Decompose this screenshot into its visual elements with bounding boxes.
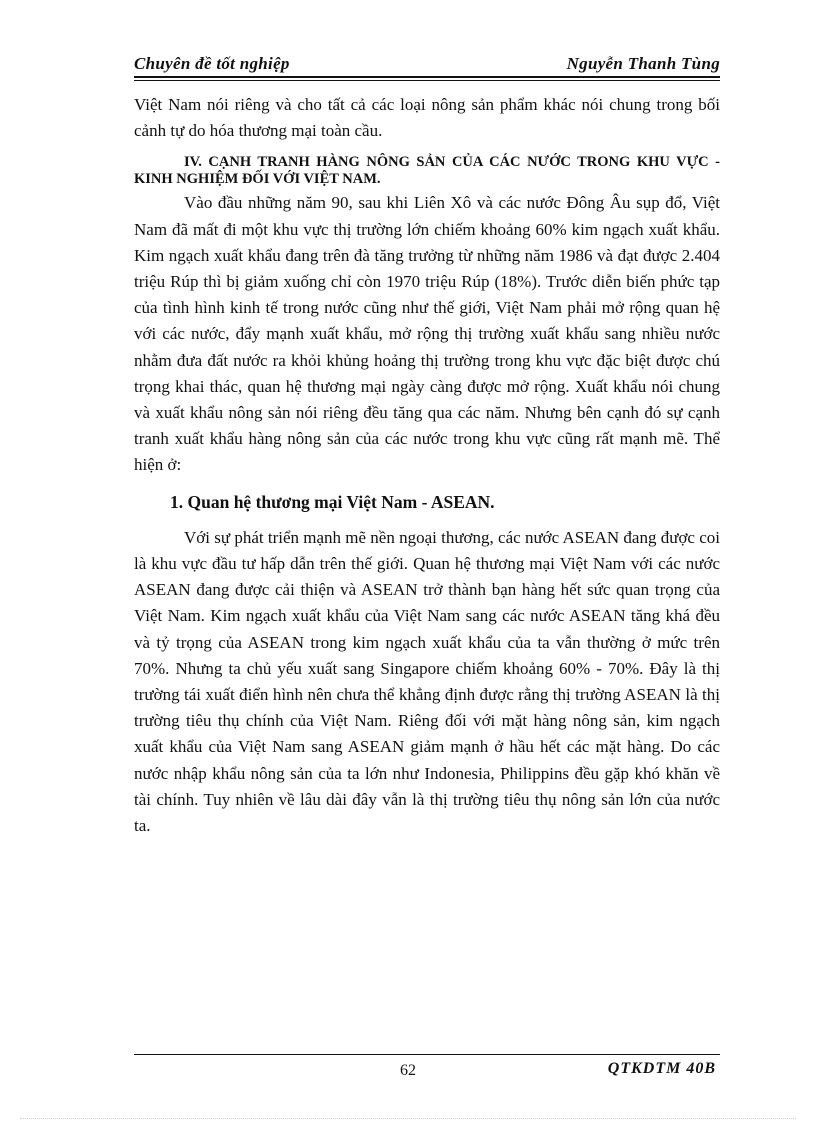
page-body	[134, 92, 720, 839]
header-left-title: Chuyên đề tốt nghiệp	[134, 54, 290, 73]
footer-class-code: QTKDTM 40B	[607, 1060, 716, 1077]
intro-paragraph: Việt Nam nói riêng và cho tất cả các loại nông sản phẩm khác nói chung trong bối cảnh tự do hóa thương mại toàn cầu.	[134, 95, 720, 141]
subsection-heading: 1. Quan hệ thương mại Việt Nam - ASEAN.	[170, 491, 495, 512]
header-rule-thin	[134, 80, 720, 81]
page-number: 62	[400, 1062, 416, 1079]
section-heading: IV. CẠNH TRANH HÀNG NÔNG SẢN CỦA CÁC NƯỚC TRONG KHU VỰC - KINH NGHIỆM ĐỐI VỚI VIỆT NAM.	[134, 154, 720, 188]
page-edge-divider	[20, 1118, 796, 1119]
header-author-name: Nguyễn Thanh Tùng	[566, 54, 720, 73]
page-header	[134, 48, 720, 74]
paragraph-1: Vào đầu những năm 90, sau khi Liên Xô và các nước Đông Âu sụp đổ, Việt Nam đã mất đi một khu vực thị trường lớn chiếm khoảng 60% kim ngạch xuất khẩu. Kim ngạch xuất khẩu đang trên đà tăng trưởng từ những năm 1986 và đạt được 2.404 triệu Rúp thì bị giảm xuống chỉ còn 1970 triệu Rúp (18%). Trước diễn biến phức tạp của tình hình kinh tế trong nước cũng như thế giới, Việt Nam phải mở rộng quan hệ với các nước, đẩy mạnh xuất khẩu, mở rộng thị trường xuất khẩu sang nhiều nước nhằm đưa đất nước ra khỏi khủng hoảng thị trường trong khu vực đặc biệt được chú trọng khai thác, quan hệ thương mại ngày càng được mở rộng. Xuất khẩu nói chung và xuất khẩu nông sản nói riêng đều tăng qua các năm. Nhưng bên cạnh đó sự cạnh tranh xuất khẩu hàng nông sản của các nước trong khu vực cũng rất mạnh mẽ. Thể hiện ở:	[134, 193, 720, 475]
paragraph-2: Với sự phát triển mạnh mẽ nền ngoại thương, các nước ASEAN đang được coi là khu vực đầu tư hấp dẫn trên thế giới. Quan hệ thương mại Việt Nam với các nước ASEAN đang được cải thiện và ASEAN trở thành bạn hàng hết sức quan trọng của Việt Nam. Kim ngạch xuất khẩu của Việt Nam sang các nước ASEAN tăng khá đều và tỷ trọng của ASEAN trong kim ngạch xuất khẩu của ta vẫn thường ở mức trên 70%. Nhưng ta chủ yếu xuất sang Singapore chiếm khoảng 60% - 70%. Đây là thị trường tái xuất điển hình nên chưa thể khẳng định được rằng thị trường ASEAN là thị trường tiêu thụ chính của Việt Nam. Riêng đối với mặt hàng nông sản, kim ngạch xuất khẩu của Việt Nam sang ASEAN giảm mạnh ở hầu hết các mặt hàng. Do các nước nhập khẩu nông sản của ta lớn như Indonesia, Philippins đều gặp khó khăn về tài chính. Tuy nhiên về lâu dài đây vẫn là thị trường tiêu thụ nông sản lớn của nước ta.	[134, 527, 720, 836]
footer-rule	[134, 1054, 720, 1055]
header-rule-thick	[134, 76, 720, 78]
